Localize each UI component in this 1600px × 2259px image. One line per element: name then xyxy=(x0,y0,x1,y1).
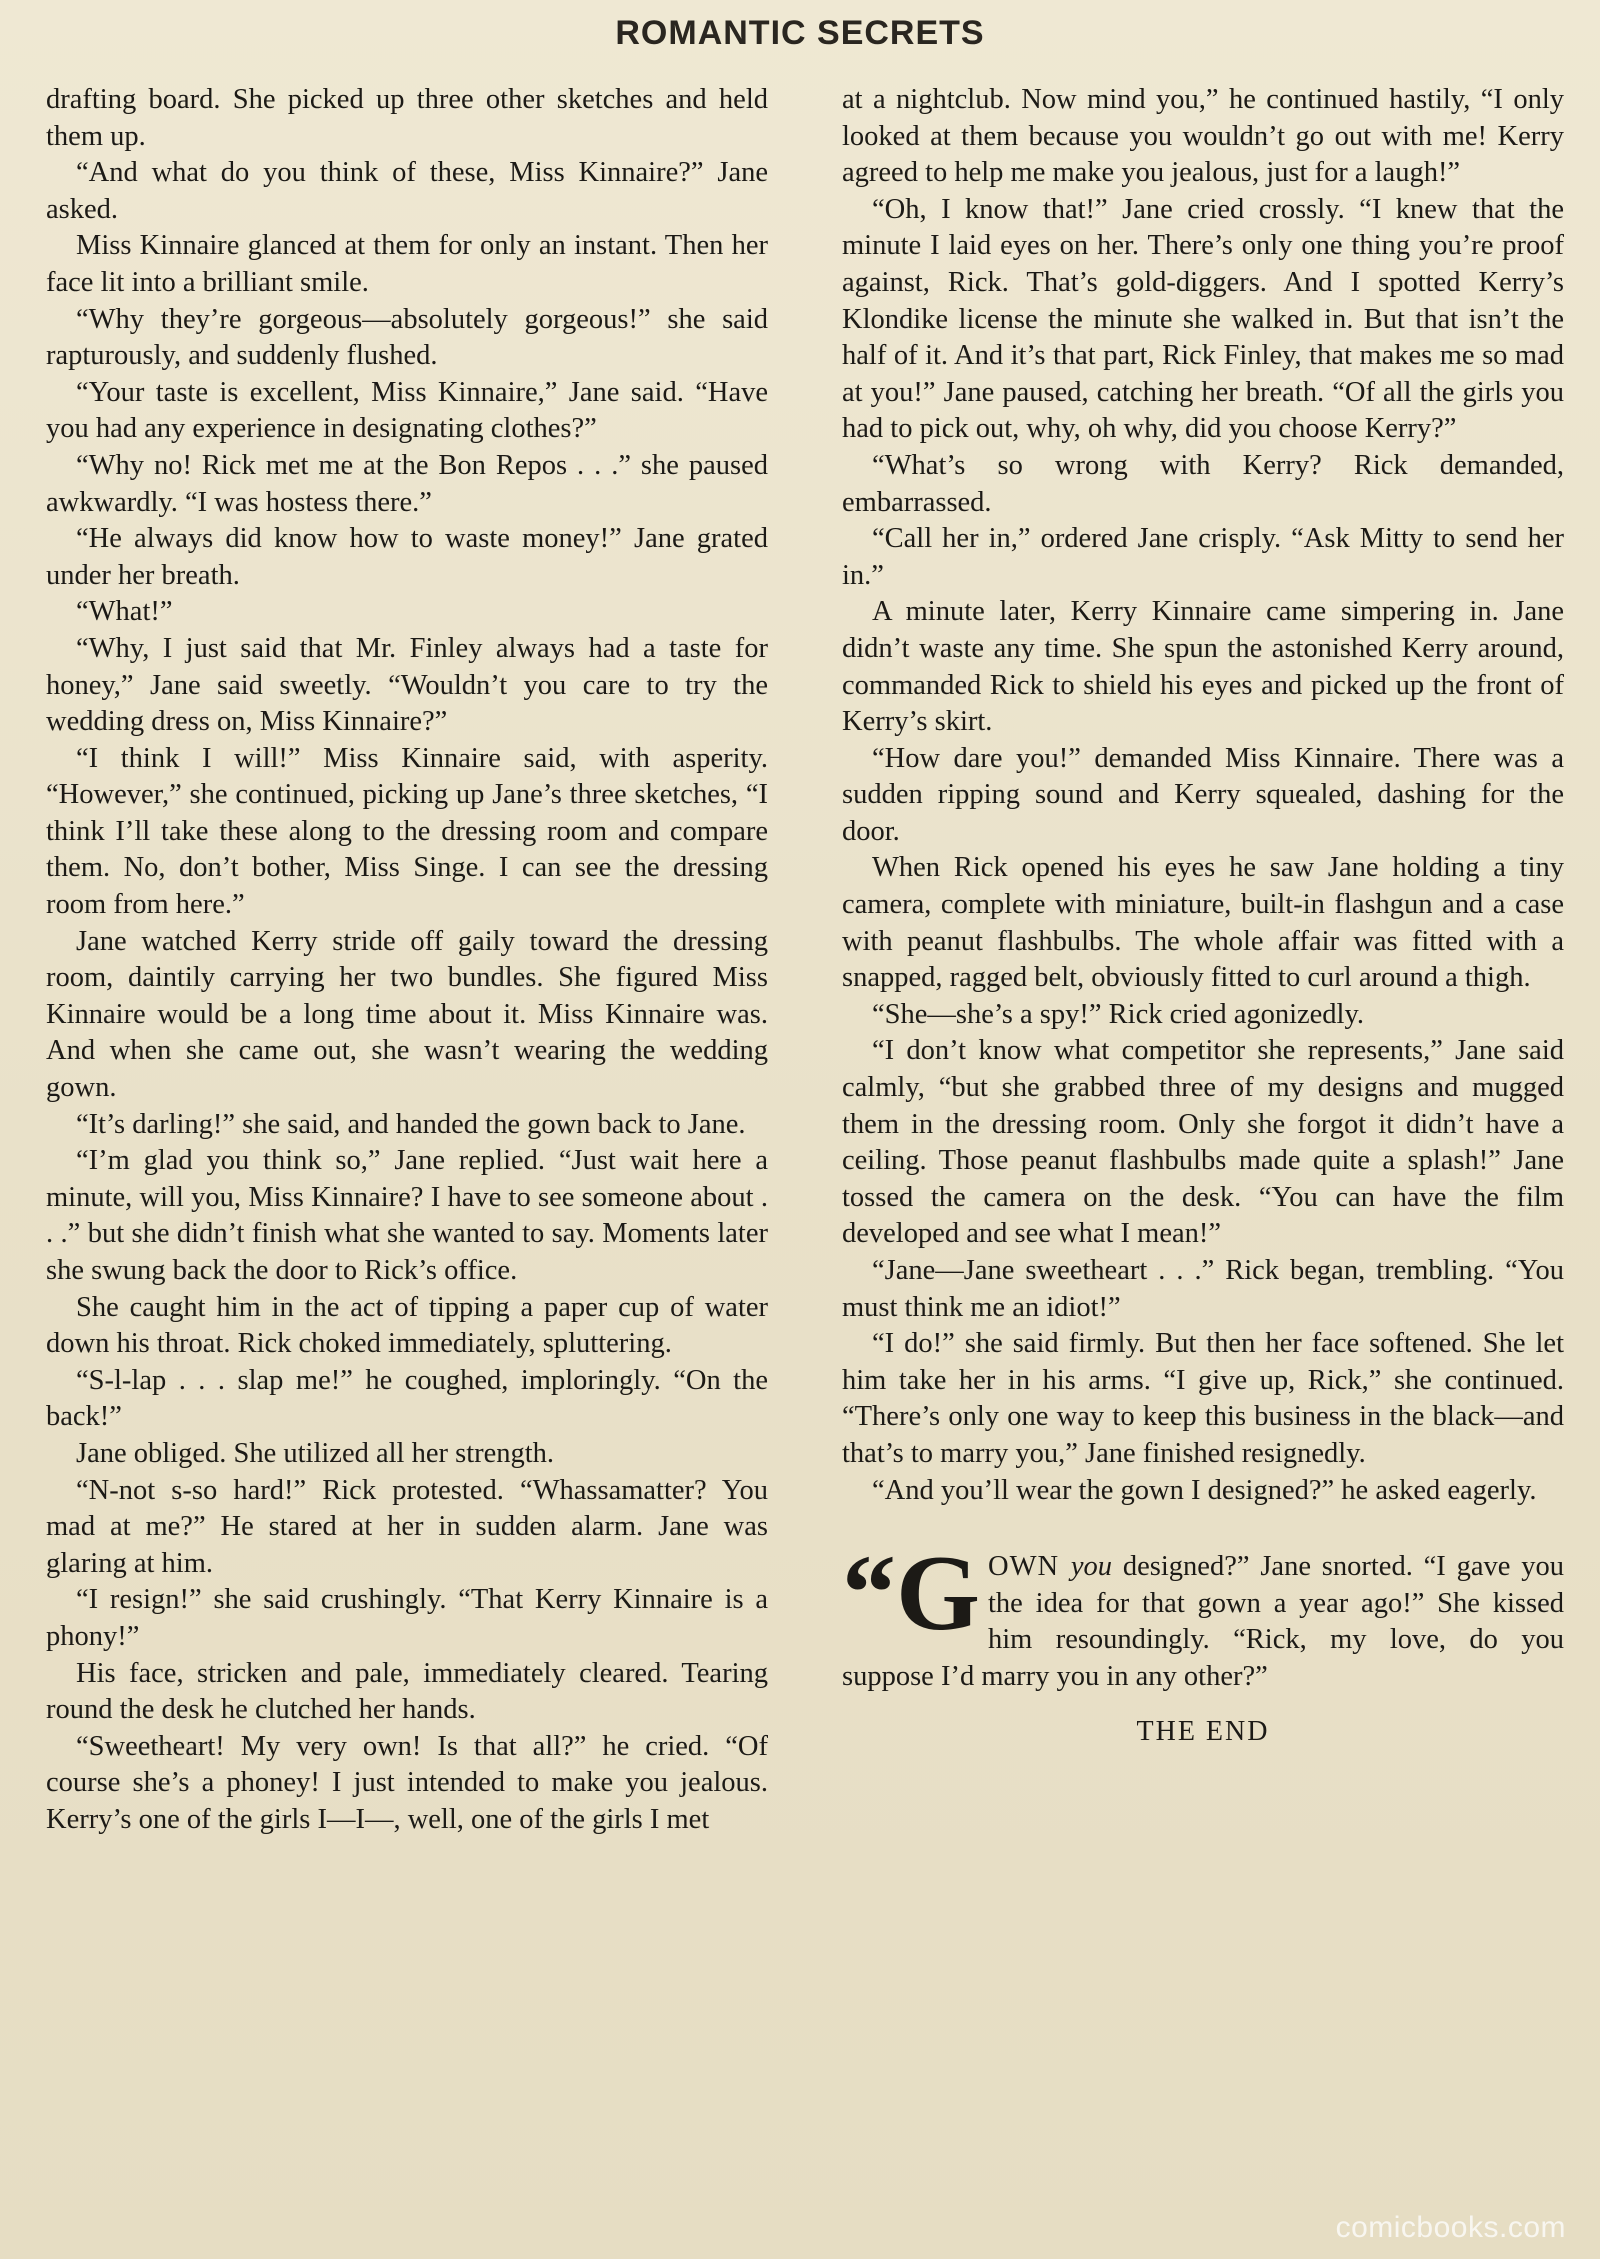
paragraph: “She—she’s a spy!” Rick cried agonizedly. xyxy=(872,998,1365,1030)
paragraph: “Oh, I know that!” Jane cried crossly. “I knew that the minute I laid eyes on her. There’s only one thing you’re proof against, Rick. That’s gold-diggers. And I spotted Kerry’s Klondike license the minute she walked in. But that isn’t the half of it. And it’s that part, Rick Finley, that makes me so mad at you!” Jane paused, catching her breath. “Of all the girls you had to pick out, why, oh why, did you choose Kerry?” xyxy=(842,193,1564,445)
paragraph: “Why they’re gorgeous—absolutely gorgeous!” she said rapturously, and suddenly flushed. xyxy=(46,303,768,372)
paragraph: His face, stricken and pale, immediately cleared. Tearing round the desk he clutched her hands. xyxy=(46,1657,768,1726)
paragraph: “What!” xyxy=(76,596,173,628)
paragraph: drafting board. She picked up three other sketches and held them up. xyxy=(46,84,768,152)
paragraph: “He always did know how to waste money!” Jane grated under her breath. xyxy=(46,523,768,591)
running-title: ROMANTIC SECRETS xyxy=(615,14,985,52)
paragraph: “Call her in,” ordered Jane crisply. “Ask Mitty to send her in.” xyxy=(842,523,1564,591)
paragraph: “I think I will!” Miss Kinnaire said, with asperity. “However,” she continued, picking up Jane’s three sketches, “I think I’ll take these along to the dressing room and compare them. No, don’t bother, Miss Singe. I can see the dressing room from here.” xyxy=(46,742,768,921)
paragraph: “I’m glad you think so,” Jane replied. “Just wait here a minute, will you, Miss Kinnaire? I have to see someone about . . .” but she didn’t finish what she wanted to say. Moments later she swung back the door to Rick’s office. xyxy=(46,1145,768,1286)
paragraph: “Your taste is excellent, Miss Kinnaire,” Jane said. “Have you had any experience in designating clothes?” xyxy=(46,376,768,445)
paragraph: “N-not s-so hard!” Rick protested. “Whassamatter? You mad at me?” He stared at her in sudden alarm. Jane was glaring at him. xyxy=(46,1474,768,1579)
paragraph: When Rick opened his eyes he saw Jane holding a tiny camera, complete with miniature, built-in flashgun and a case with peanut flashbulbs. The whole affair was fitted with a snapped, ragged belt, obviously fitted to curl around a thigh. xyxy=(842,852,1564,994)
paragraph: “And what do you think of these, Miss Kinnaire?” Jane asked. xyxy=(46,157,768,225)
paragraph: “And you’ll wear the gown I designed?” he asked eagerly. xyxy=(872,1474,1537,1506)
paragraph: “What’s so wrong with Kerry? Rick demanded, embarrassed. xyxy=(842,449,1564,518)
drop-cap xyxy=(842,1534,981,1654)
paragraph: “Why, I just said that Mr. Finley always had a taste for honey,” Jane said sweetly. “Wouldn’t you care to try the wedding dress on, Miss Kinnaire?” xyxy=(46,632,768,738)
paragraph: “I resign!” she said crushingly. “That Kerry Kinnaire is a phony!” xyxy=(46,1584,768,1652)
paragraph: Jane watched Kerry stride off gaily toward the dressing room, daintily carrying her two bundles. She figured Miss Kinnaire would be a long time about it. Miss Kinnaire was. And when she came out, she wasn’t wearing the wedding gown. xyxy=(46,925,768,1104)
paragraph: “Sweetheart! My very own! Is that all?” he cried. “Of course she’s a phoney! I just intended to make you jealous. Kerry’s one of the girls I—I—, well, one of the girls I met xyxy=(46,1730,768,1835)
paragraph: “How dare you!” demanded Miss Kinnaire. There was a sudden ripping sound and Kerry squealed, dashing for the door. xyxy=(842,742,1564,847)
paragraph: “I do!” she said firmly. But then her face softened. She let him take her in his arms. “I give up, Rick,” she continued. “There’s only one way to keep this business in the black—and that’s to marry you,” Jane finished resignedly. xyxy=(842,1328,1564,1469)
paragraph: She caught him in the act of tipping a paper cup of water down his throat. Rick choked immediately, spluttering. xyxy=(46,1291,768,1360)
right-column xyxy=(842,82,1564,1750)
drop-cap-quote: “ xyxy=(842,1534,896,1654)
paragraph: Jane obliged. She utilized all her strength. xyxy=(76,1437,555,1469)
final-rest: designed?” Jane snorted. “I gave you the idea for that gown a year ago!” She kissed him resoundingly. “Rick, my love, do you suppose I’d marry you in any other?” xyxy=(842,1551,1564,1692)
paragraph: “I don’t know what competitor she represents,” Jane said calmly, “but she grabbed three of my designs and mugged them in the dressing room. Only she forgot it didn’t have a ceiling. Those peanut flashbulbs made quite a splash!” Jane tossed the camera on the desk. “You can have the film developed and see what I mean!” xyxy=(842,1035,1564,1250)
paragraph: “Why no! Rick met me at the Bon Repos . . .” she paused awkwardly. “I was hostess there.” xyxy=(46,449,768,518)
final-lead: OWN xyxy=(988,1551,1071,1583)
drop-cap-letter: G xyxy=(896,1534,981,1654)
paragraph: “It’s darling!” she said, and handed the gown back to Jane. xyxy=(76,1108,746,1140)
the-end-mark: THE END xyxy=(1136,1715,1270,1747)
paragraph: at a nightclub. Now mind you,” he continued hastily, “I only looked at them because you wouldn’t go out with me! Kerry agreed to help me make you jealous, just for a laugh!” xyxy=(842,84,1564,189)
final-emphasis: you xyxy=(1070,1551,1113,1583)
paragraph: “S-l-lap . . . slap me!” he coughed, imploringly. “On the back!” xyxy=(46,1364,768,1433)
paragraph: Miss Kinnaire glanced at them for only an instant. Then her face lit into a brilliant smile. xyxy=(46,230,768,298)
left-column xyxy=(46,82,768,1839)
paragraph: “Jane—Jane sweetheart . . .” Rick began, trembling. “You must think me an idiot!” xyxy=(842,1255,1564,1323)
final-paragraph xyxy=(842,1534,1564,1695)
paragraph: A minute later, Kerry Kinnaire came simpering in. Jane didn’t waste any time. She spun the astonished Kerry around, commanded Rick to shield his eyes and picked up the front of Kerry’s skirt. xyxy=(842,596,1564,738)
site-watermark: comicbooks.com xyxy=(1335,2211,1566,2244)
